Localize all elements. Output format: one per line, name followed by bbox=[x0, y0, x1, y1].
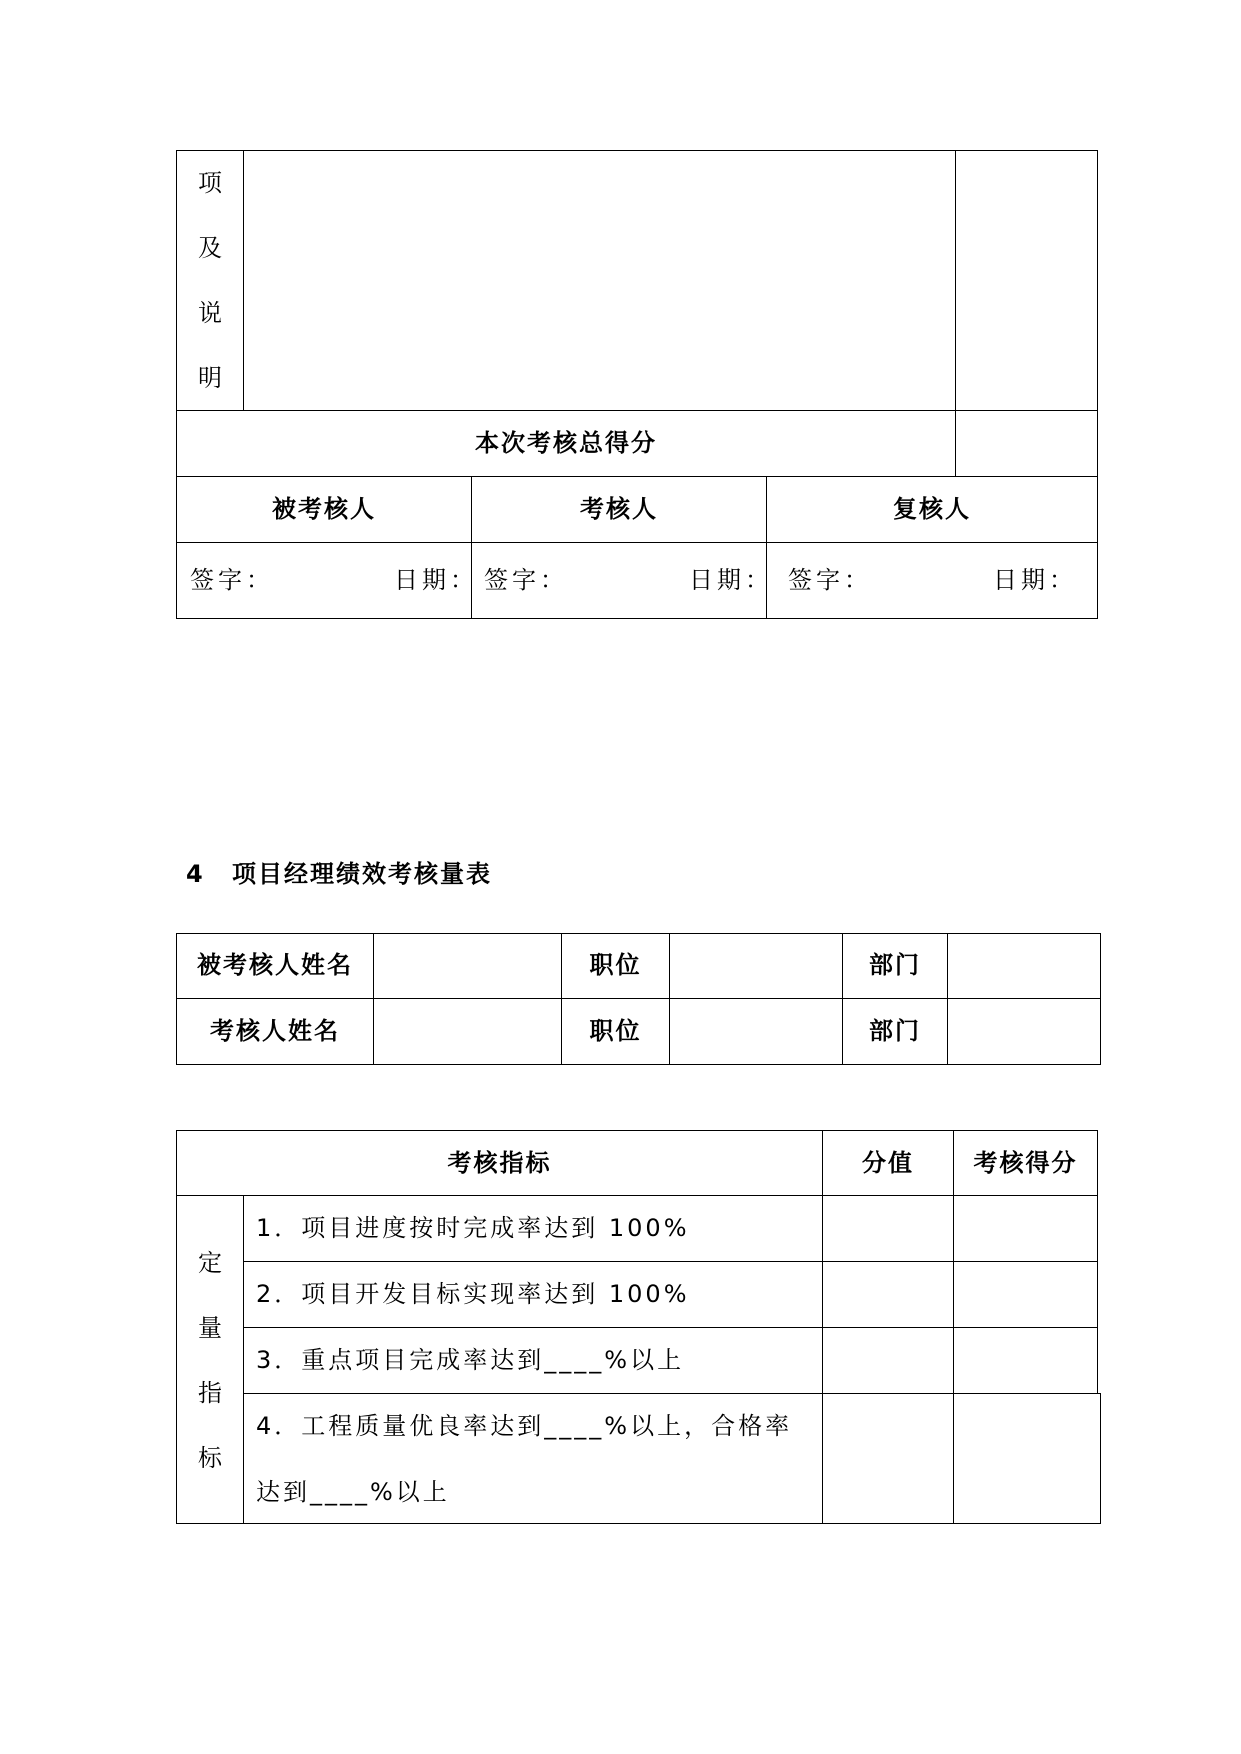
header-evaluatee: 被考核人 bbox=[272, 495, 376, 523]
evaluator-dept-field[interactable] bbox=[948, 999, 1100, 1064]
total-score-value-cell[interactable] bbox=[956, 411, 1097, 476]
reviewer-sign-label: 签字： bbox=[788, 566, 872, 594]
section-title: 项目经理绩效考核量表 bbox=[232, 860, 492, 888]
notes-score-cell[interactable] bbox=[956, 151, 1097, 410]
kpi-score-cell[interactable] bbox=[954, 1262, 1097, 1327]
kpi-item-4-continued: 达到____%以上 bbox=[256, 1478, 450, 1506]
kpi-score-cell[interactable] bbox=[954, 1196, 1097, 1261]
quantitative-label-char: 指 bbox=[198, 1379, 226, 1407]
kpi-points-cell[interactable] bbox=[823, 1328, 953, 1393]
evaluatee-position-field[interactable] bbox=[670, 934, 842, 998]
notes-side-label-char: 及 bbox=[198, 234, 226, 262]
evaluatee-dept-field[interactable] bbox=[948, 934, 1100, 998]
notes-side-label-char: 说 bbox=[198, 299, 226, 327]
header-score: 考核得分 bbox=[973, 1149, 1078, 1177]
quantitative-label-char: 量 bbox=[198, 1314, 226, 1342]
evaluator-name-label: 考核人姓名 bbox=[210, 1017, 340, 1045]
evaluatee-position-label: 职位 bbox=[589, 951, 642, 979]
evaluator-sign-label: 签字： bbox=[484, 566, 568, 594]
header-indicator: 考核指标 bbox=[447, 1149, 552, 1177]
evaluatee-sign-label: 签字： bbox=[190, 566, 274, 594]
total-score-label: 本次考核总得分 bbox=[475, 429, 657, 457]
header-points: 分值 bbox=[862, 1149, 914, 1177]
evaluator-date-label: 日期： bbox=[689, 566, 773, 594]
reviewer-date-label: 日期： bbox=[993, 566, 1077, 594]
kpi-item-2: 2．项目开发目标实现率达到 100% bbox=[256, 1280, 690, 1308]
evaluatee-name-field[interactable] bbox=[374, 934, 561, 998]
evaluatee-name-label: 被考核人姓名 bbox=[197, 951, 353, 979]
evaluatee-date-label: 日期： bbox=[394, 566, 478, 594]
quantitative-label-char: 定 bbox=[198, 1249, 226, 1277]
notes-content-cell[interactable] bbox=[244, 151, 955, 410]
header-evaluator: 考核人 bbox=[580, 495, 658, 523]
kpi-points-cell[interactable] bbox=[823, 1394, 953, 1523]
notes-side-label-char: 明 bbox=[198, 364, 226, 392]
quantitative-label-char: 标 bbox=[198, 1444, 226, 1472]
notes-side-label-char: 项 bbox=[198, 169, 226, 197]
kpi-item-1: 1．项目进度按时完成率达到 100% bbox=[256, 1214, 690, 1242]
evaluator-position-label: 职位 bbox=[589, 1017, 642, 1045]
evaluator-dept-label: 部门 bbox=[869, 1017, 921, 1045]
kpi-score-cell[interactable] bbox=[954, 1328, 1097, 1393]
kpi-score-cell[interactable] bbox=[954, 1394, 1100, 1523]
evaluatee-dept-label: 部门 bbox=[869, 951, 921, 979]
kpi-points-cell[interactable] bbox=[823, 1262, 953, 1327]
kpi-item-3: 3．重点项目完成率达到____%以上 bbox=[256, 1346, 685, 1374]
section-number: 4 bbox=[186, 860, 205, 888]
header-reviewer: 复核人 bbox=[893, 495, 971, 523]
evaluator-name-field[interactable] bbox=[374, 999, 561, 1064]
evaluator-position-field[interactable] bbox=[670, 999, 842, 1064]
kpi-points-cell[interactable] bbox=[823, 1196, 953, 1261]
kpi-item-4: 4．工程质量优良率达到____%以上，合格率 bbox=[256, 1412, 793, 1440]
